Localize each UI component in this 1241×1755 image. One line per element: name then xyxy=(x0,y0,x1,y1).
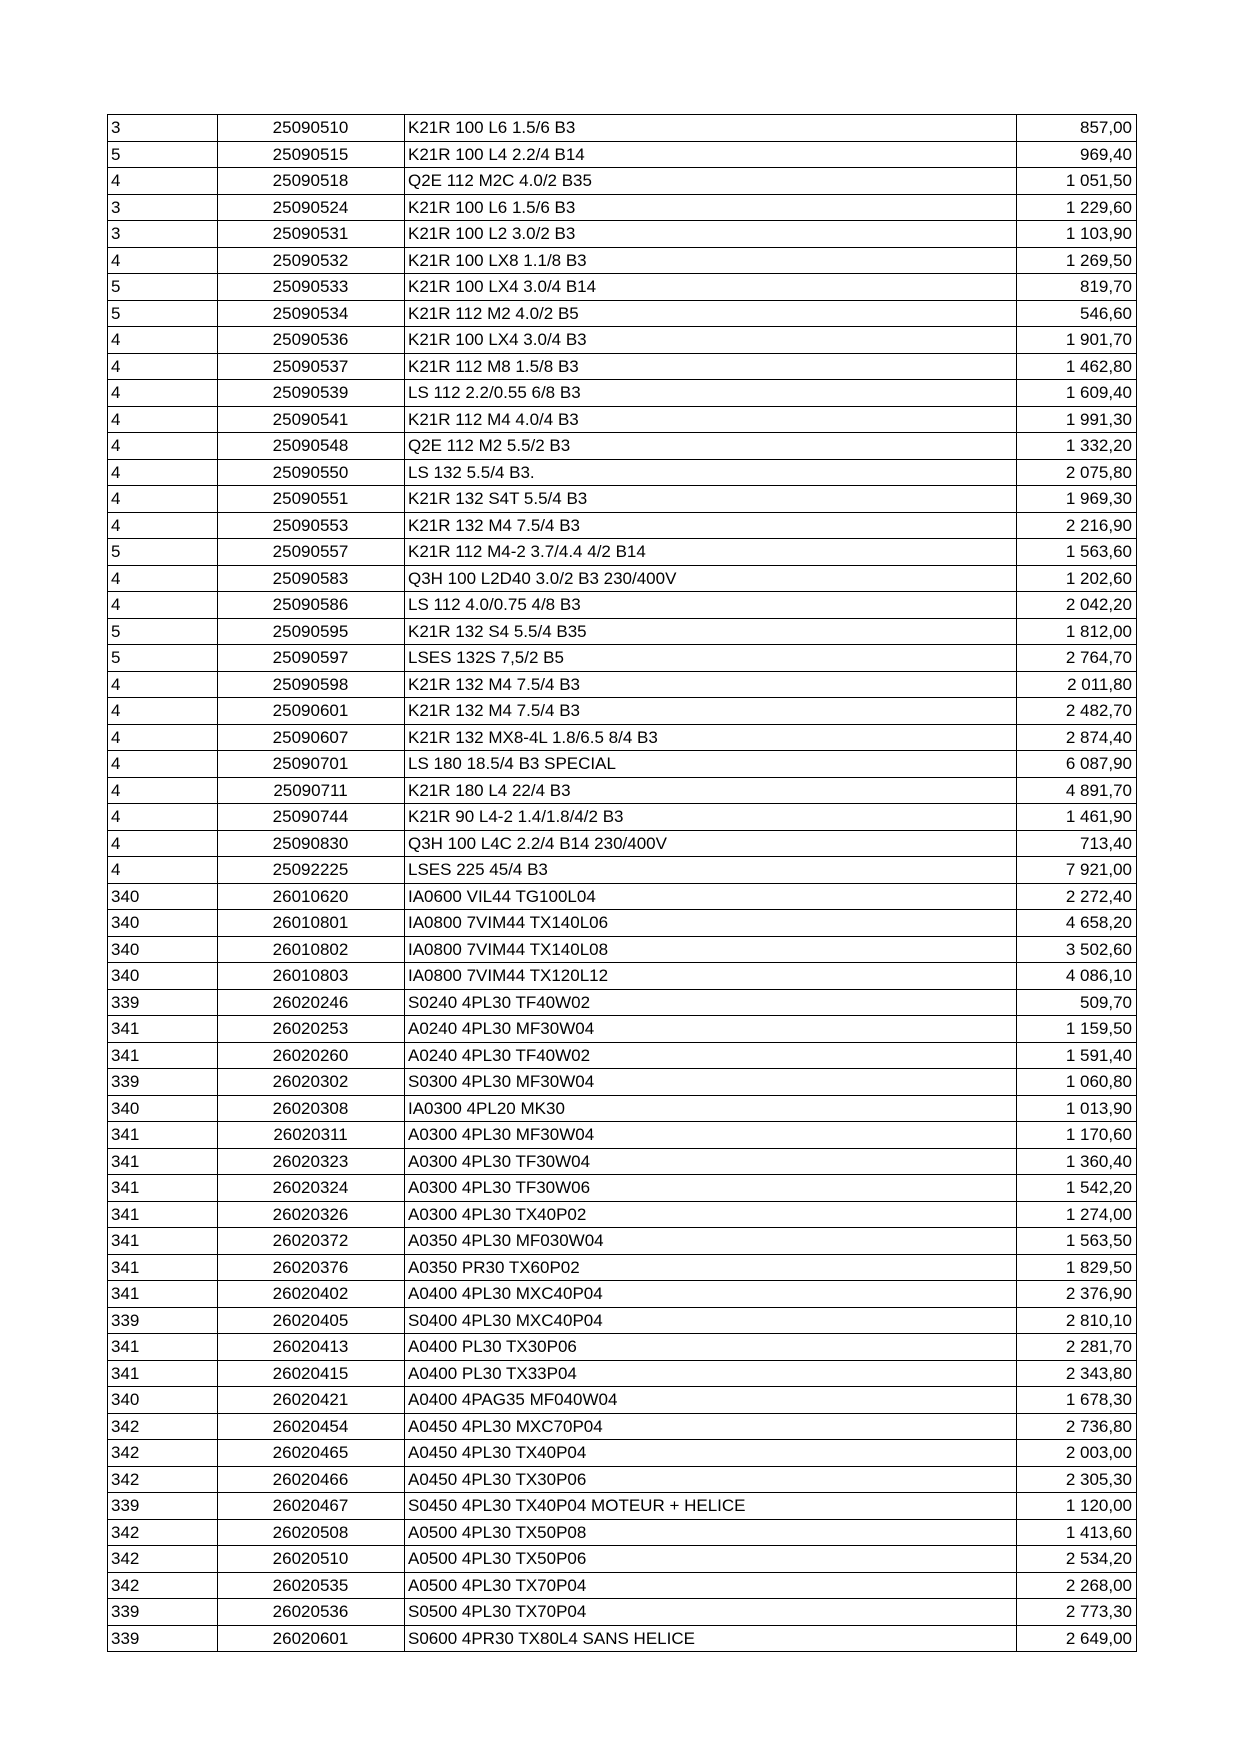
row-price-cell: 4 891,70 xyxy=(1017,777,1137,804)
row-description-cell: A0400 4PL30 MXC40P04 xyxy=(405,1281,1017,1308)
row-price-cell: 1 563,60 xyxy=(1017,539,1137,566)
row-price-cell: 1 013,90 xyxy=(1017,1095,1137,1122)
row-description-cell: Q2E 112 M2 5.5/2 B3 xyxy=(405,433,1017,460)
row-price-cell: 2 216,90 xyxy=(1017,512,1137,539)
row-code-cell: 26020467 xyxy=(218,1493,405,1520)
row-ref-cell: 4 xyxy=(108,751,218,778)
row-ref-cell: 342 xyxy=(108,1440,218,1467)
row-description-cell: K21R 100 LX8 1.1/8 B3 xyxy=(405,247,1017,274)
table-row xyxy=(108,115,1137,142)
row-ref-cell: 341 xyxy=(108,1016,218,1043)
row-ref-cell: 342 xyxy=(108,1519,218,1546)
row-description-cell: A0240 4PL30 MF30W04 xyxy=(405,1016,1017,1043)
row-price-cell: 2 649,00 xyxy=(1017,1625,1137,1652)
row-ref-cell: 342 xyxy=(108,1572,218,1599)
row-ref-cell: 4 xyxy=(108,168,218,195)
row-price-cell: 1 678,30 xyxy=(1017,1387,1137,1414)
row-ref-cell: 340 xyxy=(108,883,218,910)
row-code-cell: 25090711 xyxy=(218,777,405,804)
row-description-cell: A0450 4PL30 TX30P06 xyxy=(405,1466,1017,1493)
row-price-cell: 3 502,60 xyxy=(1017,936,1137,963)
table-row xyxy=(108,274,1137,301)
row-description-cell: A0500 4PL30 TX50P06 xyxy=(405,1546,1017,1573)
row-price-cell: 2 011,80 xyxy=(1017,671,1137,698)
row-ref-cell: 5 xyxy=(108,141,218,168)
row-description-cell: K21R 132 S4T 5.5/4 B3 xyxy=(405,486,1017,513)
price-table xyxy=(107,114,1137,1652)
row-ref-cell: 341 xyxy=(108,1042,218,1069)
row-description-cell: K21R 132 M4 7.5/4 B3 xyxy=(405,671,1017,698)
row-ref-cell: 4 xyxy=(108,592,218,619)
row-code-cell: 26020415 xyxy=(218,1360,405,1387)
row-ref-cell: 4 xyxy=(108,380,218,407)
row-price-cell: 2 268,00 xyxy=(1017,1572,1137,1599)
table-row xyxy=(108,804,1137,831)
row-code-cell: 26020402 xyxy=(218,1281,405,1308)
row-price-cell: 2 874,40 xyxy=(1017,724,1137,751)
row-code-cell: 25090537 xyxy=(218,353,405,380)
table-row xyxy=(108,1599,1137,1626)
table-row xyxy=(108,327,1137,354)
row-code-cell: 25090586 xyxy=(218,592,405,619)
table-row xyxy=(108,910,1137,937)
row-description-cell: K21R 100 L2 3.0/2 B3 xyxy=(405,221,1017,248)
table-row xyxy=(108,1387,1137,1414)
row-code-cell: 25092225 xyxy=(218,857,405,884)
row-code-cell: 26010801 xyxy=(218,910,405,937)
table-row xyxy=(108,1466,1137,1493)
table-row xyxy=(108,1148,1137,1175)
row-code-cell: 26020260 xyxy=(218,1042,405,1069)
table-row xyxy=(108,989,1137,1016)
row-description-cell: A0300 4PL30 MF30W04 xyxy=(405,1122,1017,1149)
row-price-cell: 2 764,70 xyxy=(1017,645,1137,672)
row-ref-cell: 341 xyxy=(108,1360,218,1387)
row-code-cell: 25090515 xyxy=(218,141,405,168)
row-code-cell: 25090534 xyxy=(218,300,405,327)
table-row xyxy=(108,141,1137,168)
table-row xyxy=(108,1042,1137,1069)
row-price-cell: 2 810,10 xyxy=(1017,1307,1137,1334)
row-code-cell: 26010803 xyxy=(218,963,405,990)
row-ref-cell: 340 xyxy=(108,1095,218,1122)
row-description-cell: K21R 132 S4 5.5/4 B35 xyxy=(405,618,1017,645)
row-code-cell: 25090553 xyxy=(218,512,405,539)
row-ref-cell: 342 xyxy=(108,1413,218,1440)
row-code-cell: 25090548 xyxy=(218,433,405,460)
table-row xyxy=(108,1334,1137,1361)
table-row xyxy=(108,883,1137,910)
table-row xyxy=(108,1572,1137,1599)
row-description-cell: LS 112 4.0/0.75 4/8 B3 xyxy=(405,592,1017,619)
row-ref-cell: 4 xyxy=(108,777,218,804)
row-ref-cell: 3 xyxy=(108,221,218,248)
row-price-cell: 2 482,70 xyxy=(1017,698,1137,725)
row-price-cell: 1 159,50 xyxy=(1017,1016,1137,1043)
row-description-cell: K21R 100 L6 1.5/6 B3 xyxy=(405,115,1017,142)
row-description-cell: S0400 4PL30 MXC40P04 xyxy=(405,1307,1017,1334)
row-description-cell: K21R 90 L4-2 1.4/1.8/4/2 B3 xyxy=(405,804,1017,831)
table-row xyxy=(108,1069,1137,1096)
row-description-cell: S0300 4PL30 MF30W04 xyxy=(405,1069,1017,1096)
table-row xyxy=(108,1095,1137,1122)
table-row xyxy=(108,645,1137,672)
row-code-cell: 26010802 xyxy=(218,936,405,963)
row-code-cell: 25090518 xyxy=(218,168,405,195)
row-ref-cell: 4 xyxy=(108,698,218,725)
row-price-cell: 1 170,60 xyxy=(1017,1122,1137,1149)
table-row xyxy=(108,1625,1137,1652)
row-description-cell: K21R 100 L4 2.2/4 B14 xyxy=(405,141,1017,168)
row-price-cell: 2 272,40 xyxy=(1017,883,1137,910)
row-code-cell: 26020253 xyxy=(218,1016,405,1043)
row-price-cell: 2 281,70 xyxy=(1017,1334,1137,1361)
row-description-cell: LS 180 18.5/4 B3 SPECIAL xyxy=(405,751,1017,778)
table-row xyxy=(108,512,1137,539)
row-ref-cell: 339 xyxy=(108,1069,218,1096)
row-code-cell: 25090557 xyxy=(218,539,405,566)
table-row xyxy=(108,1546,1137,1573)
table-row xyxy=(108,565,1137,592)
row-code-cell: 26020510 xyxy=(218,1546,405,1573)
row-description-cell: S0240 4PL30 TF40W02 xyxy=(405,989,1017,1016)
row-code-cell: 25090536 xyxy=(218,327,405,354)
row-code-cell: 25090601 xyxy=(218,698,405,725)
row-ref-cell: 339 xyxy=(108,1625,218,1652)
table-row xyxy=(108,539,1137,566)
row-description-cell: A0400 PL30 TX30P06 xyxy=(405,1334,1017,1361)
table-row xyxy=(108,1413,1137,1440)
table-row xyxy=(108,300,1137,327)
row-price-cell: 1 969,30 xyxy=(1017,486,1137,513)
row-code-cell: 26020536 xyxy=(218,1599,405,1626)
row-ref-cell: 4 xyxy=(108,671,218,698)
row-ref-cell: 341 xyxy=(108,1228,218,1255)
row-description-cell: IA0600 VIL44 TG100L04 xyxy=(405,883,1017,910)
row-description-cell: K21R 112 M4-2 3.7/4.4 4/2 B14 xyxy=(405,539,1017,566)
table-row xyxy=(108,963,1137,990)
row-code-cell: 25090510 xyxy=(218,115,405,142)
table-row xyxy=(108,857,1137,884)
row-description-cell: K21R 112 M4 4.0/4 B3 xyxy=(405,406,1017,433)
row-price-cell: 2 305,30 xyxy=(1017,1466,1137,1493)
row-price-cell: 4 086,10 xyxy=(1017,963,1137,990)
row-price-cell: 6 087,90 xyxy=(1017,751,1137,778)
row-price-cell: 1 563,50 xyxy=(1017,1228,1137,1255)
row-ref-cell: 341 xyxy=(108,1175,218,1202)
row-description-cell: K21R 100 L6 1.5/6 B3 xyxy=(405,194,1017,221)
row-ref-cell: 339 xyxy=(108,1493,218,1520)
table-row xyxy=(108,751,1137,778)
row-ref-cell: 340 xyxy=(108,936,218,963)
row-code-cell: 25090541 xyxy=(218,406,405,433)
row-price-cell: 1 120,00 xyxy=(1017,1493,1137,1520)
table-row xyxy=(108,353,1137,380)
row-description-cell: A0300 4PL30 TX40P02 xyxy=(405,1201,1017,1228)
table-row xyxy=(108,459,1137,486)
row-price-cell: 2 773,30 xyxy=(1017,1599,1137,1626)
row-description-cell: K21R 112 M2 4.0/2 B5 xyxy=(405,300,1017,327)
row-price-cell: 1 229,60 xyxy=(1017,194,1137,221)
row-code-cell: 25090701 xyxy=(218,751,405,778)
row-price-cell: 2 075,80 xyxy=(1017,459,1137,486)
table-row xyxy=(108,221,1137,248)
row-price-cell: 1 901,70 xyxy=(1017,327,1137,354)
row-description-cell: LS 132 5.5/4 B3. xyxy=(405,459,1017,486)
table-row xyxy=(108,1519,1137,1546)
row-ref-cell: 339 xyxy=(108,1307,218,1334)
row-description-cell: IA0800 7VIM44 TX120L12 xyxy=(405,963,1017,990)
row-code-cell: 26020421 xyxy=(218,1387,405,1414)
row-price-cell: 1 060,80 xyxy=(1017,1069,1137,1096)
row-description-cell: S0450 4PL30 TX40P04 MOTEUR + HELICE xyxy=(405,1493,1017,1520)
row-price-cell: 1 461,90 xyxy=(1017,804,1137,831)
row-ref-cell: 339 xyxy=(108,1599,218,1626)
table-row xyxy=(108,433,1137,460)
row-description-cell: IA0300 4PL20 MK30 xyxy=(405,1095,1017,1122)
row-ref-cell: 4 xyxy=(108,565,218,592)
row-code-cell: 26020601 xyxy=(218,1625,405,1652)
row-ref-cell: 342 xyxy=(108,1466,218,1493)
row-code-cell: 25090830 xyxy=(218,830,405,857)
row-description-cell: A0400 PL30 TX33P04 xyxy=(405,1360,1017,1387)
row-price-cell: 1 609,40 xyxy=(1017,380,1137,407)
row-description-cell: A0400 4PAG35 MF040W04 xyxy=(405,1387,1017,1414)
table-row xyxy=(108,1440,1137,1467)
row-code-cell: 25090607 xyxy=(218,724,405,751)
table-row xyxy=(108,936,1137,963)
row-code-cell: 26010620 xyxy=(218,883,405,910)
row-code-cell: 26020508 xyxy=(218,1519,405,1546)
row-price-cell: 2 042,20 xyxy=(1017,592,1137,619)
row-description-cell: IA0800 7VIM44 TX140L06 xyxy=(405,910,1017,937)
table-row xyxy=(108,698,1137,725)
row-description-cell: Q2E 112 M2C 4.0/2 B35 xyxy=(405,168,1017,195)
table-row xyxy=(108,1493,1137,1520)
table-row xyxy=(108,168,1137,195)
row-ref-cell: 339 xyxy=(108,989,218,1016)
row-code-cell: 26020405 xyxy=(218,1307,405,1334)
row-code-cell: 25090744 xyxy=(218,804,405,831)
row-price-cell: 2 003,00 xyxy=(1017,1440,1137,1467)
row-code-cell: 25090532 xyxy=(218,247,405,274)
row-price-cell: 1 591,40 xyxy=(1017,1042,1137,1069)
row-price-cell: 2 343,80 xyxy=(1017,1360,1137,1387)
row-description-cell: K21R 112 M8 1.5/8 B3 xyxy=(405,353,1017,380)
row-price-cell: 1 829,50 xyxy=(1017,1254,1137,1281)
row-description-cell: A0240 4PL30 TF40W02 xyxy=(405,1042,1017,1069)
row-ref-cell: 341 xyxy=(108,1334,218,1361)
row-description-cell: A0350 4PL30 MF030W04 xyxy=(405,1228,1017,1255)
table-row xyxy=(108,671,1137,698)
table-row xyxy=(108,1201,1137,1228)
table-body xyxy=(108,115,1137,1652)
row-price-cell: 1 051,50 xyxy=(1017,168,1137,195)
table-row xyxy=(108,406,1137,433)
table-row xyxy=(108,1281,1137,1308)
row-code-cell: 26020535 xyxy=(218,1572,405,1599)
row-price-cell: 1 274,00 xyxy=(1017,1201,1137,1228)
row-code-cell: 26020413 xyxy=(218,1334,405,1361)
row-code-cell: 26020246 xyxy=(218,989,405,1016)
row-code-cell: 25090531 xyxy=(218,221,405,248)
table-row xyxy=(108,592,1137,619)
row-description-cell: K21R 180 L4 22/4 B3 xyxy=(405,777,1017,804)
row-ref-cell: 341 xyxy=(108,1201,218,1228)
row-code-cell: 26020376 xyxy=(218,1254,405,1281)
row-ref-cell: 4 xyxy=(108,247,218,274)
row-description-cell: A0350 PR30 TX60P02 xyxy=(405,1254,1017,1281)
row-code-cell: 26020311 xyxy=(218,1122,405,1149)
row-description-cell: K21R 132 M4 7.5/4 B3 xyxy=(405,698,1017,725)
row-description-cell: A0450 4PL30 TX40P04 xyxy=(405,1440,1017,1467)
row-description-cell: LS 112 2.2/0.55 6/8 B3 xyxy=(405,380,1017,407)
row-description-cell: S0600 4PR30 TX80L4 SANS HELICE xyxy=(405,1625,1017,1652)
row-price-cell: 1 812,00 xyxy=(1017,618,1137,645)
row-description-cell: LSES 225 45/4 B3 xyxy=(405,857,1017,884)
row-price-cell: 1 991,30 xyxy=(1017,406,1137,433)
row-code-cell: 26020324 xyxy=(218,1175,405,1202)
row-ref-cell: 4 xyxy=(108,327,218,354)
row-price-cell: 713,40 xyxy=(1017,830,1137,857)
row-description-cell: A0450 4PL30 MXC70P04 xyxy=(405,1413,1017,1440)
row-code-cell: 26020326 xyxy=(218,1201,405,1228)
row-price-cell: 1 413,60 xyxy=(1017,1519,1137,1546)
row-code-cell: 25090524 xyxy=(218,194,405,221)
row-code-cell: 25090539 xyxy=(218,380,405,407)
row-price-cell: 4 658,20 xyxy=(1017,910,1137,937)
row-description-cell: A0500 4PL30 TX70P04 xyxy=(405,1572,1017,1599)
row-price-cell: 1 103,90 xyxy=(1017,221,1137,248)
row-ref-cell: 5 xyxy=(108,618,218,645)
row-ref-cell: 341 xyxy=(108,1281,218,1308)
row-price-cell: 819,70 xyxy=(1017,274,1137,301)
row-price-cell: 2 736,80 xyxy=(1017,1413,1137,1440)
table-row xyxy=(108,830,1137,857)
row-ref-cell: 4 xyxy=(108,857,218,884)
table-row xyxy=(108,1016,1137,1043)
row-description-cell: Q3H 100 L4C 2.2/4 B14 230/400V xyxy=(405,830,1017,857)
row-code-cell: 25090583 xyxy=(218,565,405,592)
row-code-cell: 26020302 xyxy=(218,1069,405,1096)
row-code-cell: 26020454 xyxy=(218,1413,405,1440)
row-price-cell: 1 542,20 xyxy=(1017,1175,1137,1202)
row-description-cell: K21R 132 MX8-4L 1.8/6.5 8/4 B3 xyxy=(405,724,1017,751)
row-code-cell: 25090597 xyxy=(218,645,405,672)
row-description-cell: A0500 4PL30 TX50P08 xyxy=(405,1519,1017,1546)
row-ref-cell: 4 xyxy=(108,486,218,513)
table-row xyxy=(108,380,1137,407)
row-code-cell: 25090550 xyxy=(218,459,405,486)
row-ref-cell: 4 xyxy=(108,724,218,751)
row-ref-cell: 342 xyxy=(108,1546,218,1573)
row-ref-cell: 5 xyxy=(108,300,218,327)
table-row xyxy=(108,1175,1137,1202)
row-ref-cell: 5 xyxy=(108,539,218,566)
row-code-cell: 26020372 xyxy=(218,1228,405,1255)
row-code-cell: 26020323 xyxy=(218,1148,405,1175)
row-ref-cell: 4 xyxy=(108,406,218,433)
table-row xyxy=(108,486,1137,513)
table-row xyxy=(108,194,1137,221)
row-ref-cell: 340 xyxy=(108,1387,218,1414)
row-price-cell: 2 534,20 xyxy=(1017,1546,1137,1573)
table-row xyxy=(108,618,1137,645)
row-price-cell: 2 376,90 xyxy=(1017,1281,1137,1308)
row-price-cell: 1 332,20 xyxy=(1017,433,1137,460)
table-row xyxy=(108,247,1137,274)
row-ref-cell: 3 xyxy=(108,115,218,142)
row-price-cell: 1 462,80 xyxy=(1017,353,1137,380)
row-price-cell: 1 360,40 xyxy=(1017,1148,1137,1175)
row-code-cell: 25090598 xyxy=(218,671,405,698)
row-ref-cell: 4 xyxy=(108,433,218,460)
row-ref-cell: 4 xyxy=(108,459,218,486)
row-ref-cell: 3 xyxy=(108,194,218,221)
row-price-cell: 546,60 xyxy=(1017,300,1137,327)
row-price-cell: 1 202,60 xyxy=(1017,565,1137,592)
row-price-cell: 857,00 xyxy=(1017,115,1137,142)
row-code-cell: 25090595 xyxy=(218,618,405,645)
row-ref-cell: 4 xyxy=(108,353,218,380)
table-row xyxy=(108,1122,1137,1149)
row-description-cell: A0300 4PL30 TF30W06 xyxy=(405,1175,1017,1202)
table-row xyxy=(108,1228,1137,1255)
row-price-cell: 1 269,50 xyxy=(1017,247,1137,274)
row-ref-cell: 4 xyxy=(108,830,218,857)
table-row xyxy=(108,1254,1137,1281)
row-ref-cell: 5 xyxy=(108,274,218,301)
row-description-cell: LSES 132S 7,5/2 B5 xyxy=(405,645,1017,672)
row-description-cell: IA0800 7VIM44 TX140L08 xyxy=(405,936,1017,963)
row-price-cell: 509,70 xyxy=(1017,989,1137,1016)
row-description-cell: K21R 100 LX4 3.0/4 B14 xyxy=(405,274,1017,301)
table-row xyxy=(108,1360,1137,1387)
row-description-cell: A0300 4PL30 TF30W04 xyxy=(405,1148,1017,1175)
row-code-cell: 26020308 xyxy=(218,1095,405,1122)
row-description-cell: K21R 132 M4 7.5/4 B3 xyxy=(405,512,1017,539)
row-description-cell: S0500 4PL30 TX70P04 xyxy=(405,1599,1017,1626)
row-description-cell: K21R 100 LX4 3.0/4 B3 xyxy=(405,327,1017,354)
row-code-cell: 26020466 xyxy=(218,1466,405,1493)
table-row xyxy=(108,777,1137,804)
row-ref-cell: 341 xyxy=(108,1122,218,1149)
row-ref-cell: 341 xyxy=(108,1148,218,1175)
row-ref-cell: 5 xyxy=(108,645,218,672)
row-price-cell: 7 921,00 xyxy=(1017,857,1137,884)
row-price-cell: 969,40 xyxy=(1017,141,1137,168)
row-ref-cell: 340 xyxy=(108,963,218,990)
row-ref-cell: 341 xyxy=(108,1254,218,1281)
row-description-cell: Q3H 100 L2D40 3.0/2 B3 230/400V xyxy=(405,565,1017,592)
row-ref-cell: 340 xyxy=(108,910,218,937)
row-ref-cell: 4 xyxy=(108,512,218,539)
table-row xyxy=(108,1307,1137,1334)
row-code-cell: 25090533 xyxy=(218,274,405,301)
table-row xyxy=(108,724,1137,751)
row-code-cell: 25090551 xyxy=(218,486,405,513)
row-ref-cell: 4 xyxy=(108,804,218,831)
row-code-cell: 26020465 xyxy=(218,1440,405,1467)
